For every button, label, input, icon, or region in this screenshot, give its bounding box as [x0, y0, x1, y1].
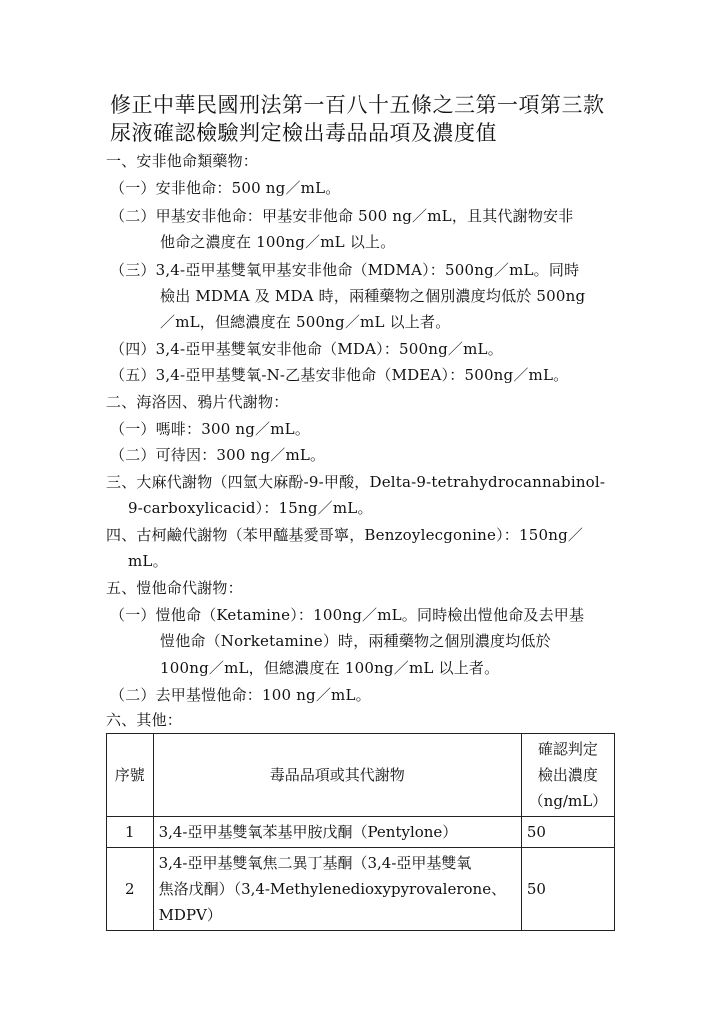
section-1-item-4: （四）3,4-亞甲基雙氧安非他命（MDA）：500ng／mL。 — [110, 340, 503, 358]
table-row — [107, 817, 615, 848]
section-1-item-2-line-2: 他命之濃度在 100ng／mL 以上。 — [160, 233, 396, 251]
section-5-item-1-line-3: 100ng／mL，但總濃度在 100ng／mL 以上者。 — [160, 659, 500, 677]
section-4-line-2: mL。 — [128, 552, 168, 570]
section-1-item-5: （五）3,4-亞甲基雙氧-N-乙基安非他命（MDEA）：500ng／mL。 — [110, 366, 569, 384]
section-1-item-3-line-2: 檢出 MDMA 及 MDA 時，兩種藥物之個別濃度均低於 500ng — [160, 287, 586, 305]
row-2-substance — [153, 848, 521, 931]
section-1-heading: 一、安非他命類藥物： — [106, 152, 259, 170]
document-title-line-2: 尿液確認檢驗判定檢出毒品品項及濃度值 — [110, 121, 497, 145]
section-2-item-2: （二）可待因：300 ng／mL。 — [110, 446, 326, 464]
row-2-serial: 2 — [107, 848, 154, 931]
row-2-substance-line-3: MDPV） — [158, 906, 222, 924]
section-4-line-1: 四、古柯鹼代謝物（苯甲醯基愛哥寧，Benzoylecgonine）：150ng／ — [106, 526, 584, 544]
section-2-heading: 二、海洛因、鴉片代謝物： — [106, 393, 289, 411]
section-2-item-1: （一）嗎啡：300 ng／mL。 — [110, 420, 311, 438]
section-5-item-1-line-1: （一）愷他命（Ketamine）：100ng／mL。同時檢出愷他命及去甲基 — [110, 606, 585, 624]
section-5-item-2: （二）去甲基愷他命：100 ng／mL。 — [110, 686, 371, 704]
section-5-heading: 五、愷他命代謝物： — [106, 579, 243, 597]
section-3-line-1: 三、大麻代謝物（四氫大麻酚-9-甲酸，Delta-9-tetrahydrocannabinol- — [106, 473, 606, 491]
row-1-substance: 3,4-亞甲基雙氧苯基甲胺戊酮（Pentylone） — [153, 817, 521, 848]
row-2-concentration: 50 — [521, 848, 614, 931]
table-header-row — [107, 734, 615, 817]
row-1-serial: 1 — [107, 817, 154, 848]
row-1-concentration: 50 — [521, 817, 614, 848]
header-concentration-line-3: （ng/mL） — [528, 792, 608, 810]
header-serial-number: 序號 — [107, 734, 154, 817]
row-2-substance-line-1: 3,4-亞甲基雙氧焦二異丁基酮（3,4-亞甲基雙氧 — [158, 854, 472, 872]
table-row — [107, 848, 615, 931]
section-5-item-1-line-2: 愷他命（Norketamine）時，兩種藥物之個別濃度均低於 — [160, 632, 551, 650]
header-substance: 毒品品項或其代謝物 — [153, 734, 521, 817]
section-1-item-3-line-1: （三）3,4-亞甲基雙氧甲基安非他命（MDMA）：500ng／mL。同時 — [110, 261, 580, 279]
section-3-line-2: 9-carboxylicacid）：15ng／mL。 — [128, 499, 373, 517]
header-concentration-line-1: 確認判定 — [537, 740, 598, 758]
section-1-item-1: （一）安非他命：500 ng／mL。 — [110, 179, 341, 197]
document-title-line-1: 修正中華民國刑法第一百八十五條之三第一項第三款 — [110, 93, 605, 117]
substance-table — [106, 733, 615, 931]
section-6-heading: 六、其他： — [106, 711, 183, 729]
header-concentration-line-2: 檢出濃度 — [537, 766, 598, 784]
header-concentration — [521, 734, 614, 817]
row-2-substance-line-2: 焦洛戊酮）（3,4-Methylenedioxypyrovalerone、 — [158, 880, 507, 898]
section-1-item-2-line-1: （二）甲基安非他命：甲基安非他命 500 ng／mL，且其代謝物安非 — [110, 207, 574, 225]
section-1-item-3-line-3: ／mL，但總濃度在 500ng／mL 以上者。 — [160, 313, 451, 331]
